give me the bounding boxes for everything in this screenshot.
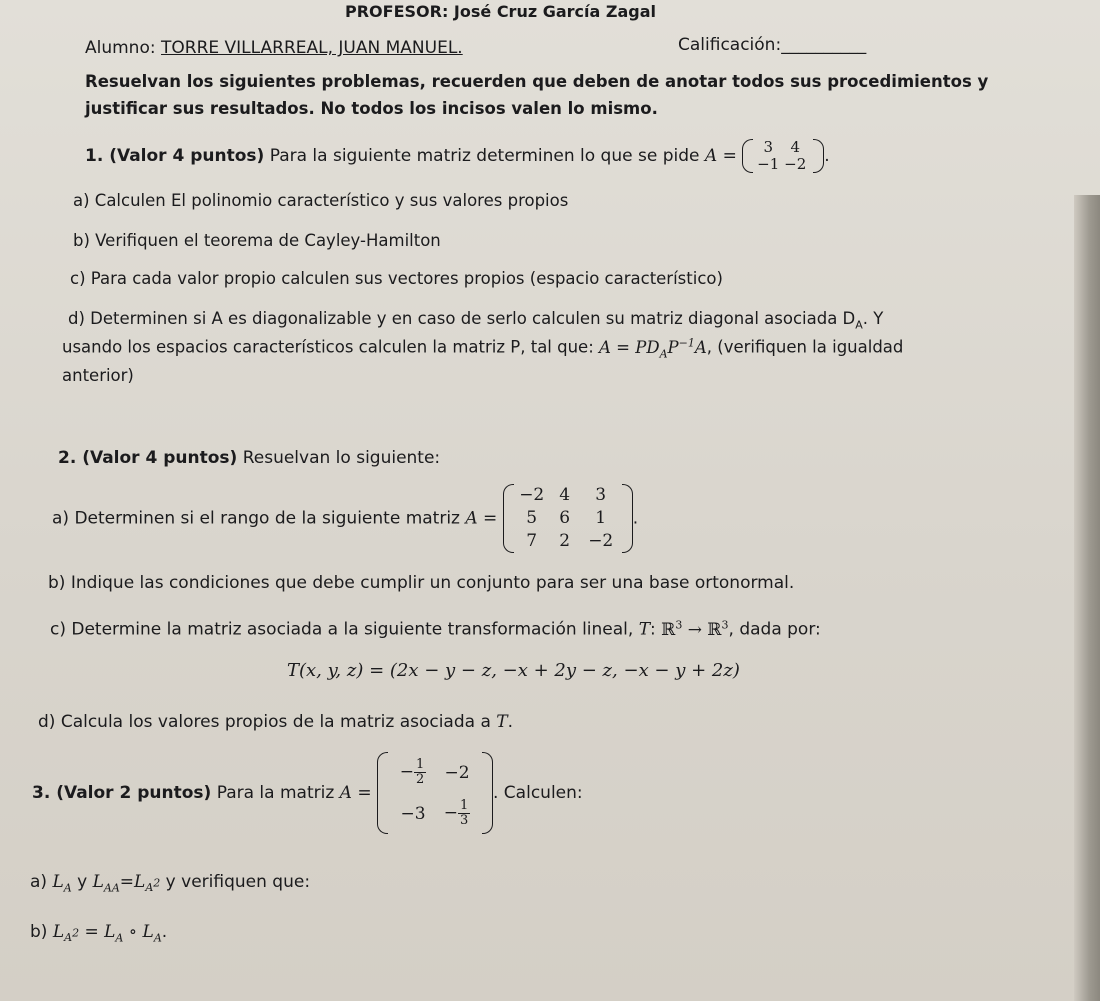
student-line (85, 38, 463, 58)
grade-label: Calificación: (678, 35, 782, 55)
p3-text: Para la matriz (211, 783, 340, 803)
p1-head: 1. (Valor 4 puntos) (85, 146, 265, 166)
frac-num: 1 (459, 798, 469, 813)
p3-after: . Calculen: (493, 783, 583, 803)
p1-d2-text: usando los espacios característicos calculen la matriz P, tal que: (62, 337, 600, 357)
p1-text: Para la siguiente matriz determinen lo que se pide (264, 146, 705, 166)
p3-matrix-cell: − $\frac{1}{3}$ (443, 798, 469, 828)
p3-a: a) $L_A$ y $L_{AA}=L_{A^2}$ y verifiquen que: (30, 872, 311, 895)
p2-c-end: , dada por: (728, 619, 821, 640)
p2-statement (58, 448, 440, 468)
frac-num: 1 (415, 757, 425, 772)
p3-b-formula: $L_{A^2} = L_A$ ∘ $L_A$ (52, 922, 162, 945)
p3-b-label: b) (30, 922, 53, 942)
p1-d-text: d) Determinen si A es diagonalizable y en caso de serlo calculen su matriz diagonal asociada D (68, 309, 856, 328)
p2-formula: T(x, y, z) = (2x − y − z, −x + 2y − z, −x − y + 2z) (287, 660, 740, 681)
p2-c-text: c) Determine la matriz asociada a la siguiente transformación lineal, (50, 619, 639, 640)
p1-a: a) Calculen El polinomio característico y sus valores propios (73, 191, 569, 210)
p2-matrix (503, 484, 633, 553)
p1-matrix-cell: −2 (784, 155, 807, 173)
p3-statement: 3. (Valor 2 puntos) Para la matriz A = − $\frac{1}{2}$ −2 −3 − $\frac{1}{3}$ . Calculen: (32, 752, 583, 834)
p3-matrix-cell: −3 (400, 803, 426, 824)
p2-head: 2. (Valor 4 puntos) (58, 448, 238, 468)
p1-d-formula: $A = PD_AP^{-1}A$ (599, 336, 707, 360)
p2-a-text: a) Determinen si el rango de la siguiente matriz (52, 508, 466, 529)
p2-d-text: d) Calcula los valores propios de la matriz asociada a (38, 712, 497, 732)
p2-b: b) Indique las condiciones que debe cumplir un conjunto para ser una base ortonormal. (48, 573, 795, 593)
grade-blank: __________ (781, 35, 867, 55)
p2-matrix-cell: −2 (588, 531, 614, 551)
p1-matrix-cell: 4 (790, 138, 800, 156)
p1-c: c) Para cada valor propio calculen sus vectores propios (espacio característico) (70, 269, 723, 288)
paper-edge-shadow (1074, 195, 1100, 1001)
student-label: Alumno: (85, 38, 161, 58)
p1-matrix-cell: −1 (757, 155, 780, 173)
p1-b: b) Verifiquen el teorema de Cayley-Hamilton (73, 231, 441, 250)
p3-matrix-cell: − $\frac{1}{2}$ (399, 757, 425, 787)
p2-c: c) Determine la matriz asociada a la siguiente transformación lineal, T: ℝ$^3$ → ℝ$^3$, dada por: (50, 618, 821, 640)
instructions-line-1: Resuelvan los siguientes problemas, recuerden que deben de anotar todos sus procedimientos y (85, 72, 989, 91)
p1-d-line3: anterior) (62, 366, 134, 385)
p2-matrix-cell: 3 (595, 485, 607, 505)
professor-line: PROFESOR: José Cruz García Zagal (345, 2, 657, 21)
p1-d-end: . Y (862, 309, 884, 328)
p1-d-sub: A (855, 318, 863, 332)
p1-statement: 1. (Valor 4 puntos) Para la siguiente matriz determinen lo que se pide A = 3 4 −1 −2 . (85, 138, 830, 173)
p2-matrix-cell: 5 (526, 508, 538, 528)
p2-matrix-cell: 4 (559, 485, 571, 505)
p2-d: d) Calcula los valores propios de la matriz asociada a T. (38, 712, 514, 732)
p2-matrix-cell: 1 (595, 508, 607, 528)
p2-matrix-cell: 6 (559, 508, 571, 528)
p3-a-end: y verifiquen que: (160, 872, 311, 892)
instructions-line-2: justificar sus resultados. No todos los incisos valen lo mismo. (85, 99, 658, 118)
p1-matrix-cell: 3 (763, 138, 773, 156)
p1-d-line2 (62, 336, 903, 360)
p3-b: b) $L_{A^2} = L_A$ ∘ $L_A$. (30, 922, 168, 945)
frac-den: 3 (459, 813, 469, 828)
p2-a: a) Determinen si el rango de la siguiente matriz A = −2 4 3 5 6 1 7 2 −2 . (52, 485, 639, 551)
p1-matrix (742, 139, 824, 173)
student-name: TORRE VILLARREAL, JUAN MANUEL. (161, 38, 463, 58)
p3-matrix-cell: −2 (444, 762, 470, 783)
p2-matrix-cell: 2 (559, 531, 571, 551)
p2-matrix-cell: 7 (526, 531, 538, 551)
p2-c-map: T (638, 619, 651, 640)
grade-line (678, 35, 866, 55)
p3-head: 3. (Valor 2 puntos) (32, 783, 212, 803)
p1-d-line1 (68, 309, 883, 331)
p1-d2-end: , (verifiquen la igualdad (706, 337, 904, 357)
frac-den: 2 (415, 772, 425, 787)
p2-matrix-cell: −2 (519, 485, 545, 505)
p3-matrix (377, 752, 493, 834)
p2-text: Resuelvan lo siguiente: (237, 448, 441, 468)
